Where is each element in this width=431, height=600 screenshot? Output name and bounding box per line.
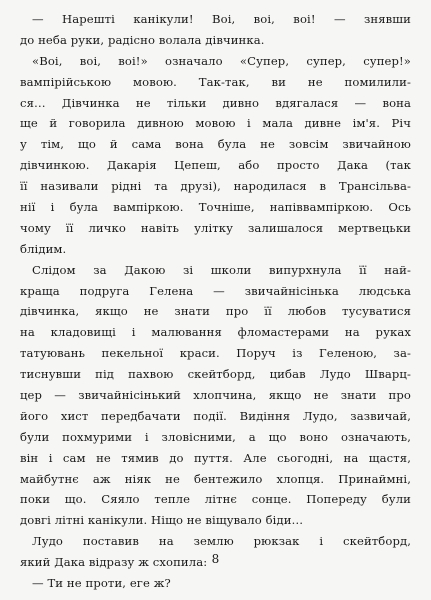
text-line: який Дака відразу ж схопила:	[20, 555, 208, 570]
text-line: до неба руки, радісно волала дівчинка.	[20, 32, 265, 47]
text-line: у тім, що й сама вона була не зовсім звичайною	[20, 137, 411, 152]
paragraph	[20, 260, 411, 532]
text-line: чому її личко навіть улітку залишалося мертвецьки	[20, 220, 411, 235]
text-line: довгі літні канікули. Ніщо не віщувало біди…	[20, 513, 304, 528]
text-line: майбутнє аж ніяк не бентежило хлопця. Принаймні,	[20, 471, 411, 486]
text-line: цер — звичайнісінький хлопчина, якщо не знати про	[20, 388, 411, 403]
text-line: татуювань пекельної краси. Поруч із Геленою, за-	[20, 346, 411, 361]
page-number: 8	[211, 552, 220, 566]
text-line: Слідом за Дакою зі школи випурхнула її най-	[32, 262, 411, 277]
paragraph	[20, 573, 411, 594]
text-line: він і сам не тямив до пуття. Але сьогодні, на щастя,	[20, 450, 411, 465]
text-line: вампірійською мовою. Так-так, ви не помилили-	[20, 74, 411, 89]
text-line: тиснувши під пахвою скейтборд, цибав Лудо Шварц-	[20, 367, 411, 382]
text-line: поки що. Сяяло тепле літнє сонце. Попереду були	[20, 492, 411, 507]
text-line: нії і була вампіркою. Точніше, напіввампіркою. Ось	[20, 200, 411, 215]
text-line: на кладовищі і малювання фломастерами на руках	[20, 325, 411, 340]
text-line: дівчинкою. Дакарія Цепеш, або просто Дака (так	[20, 158, 411, 173]
text-line: були похмурими і зловісними, а що воно означають,	[20, 429, 411, 444]
text-line: його хист передбачати події. Видіння Лудо, зазвичай,	[20, 408, 411, 423]
text-line: її називали рідні та друзі), народилася в Трансільва-	[20, 179, 411, 194]
text-line: — Нарешті канікули! Воі, воі, воі! — знявши	[32, 12, 411, 26]
page-text	[20, 9, 411, 594]
text-line: дівчинка, якщо не знати про її любов тусуватися	[20, 304, 411, 319]
text-line: ся… Дівчинка не тільки дивно вдягалася — вона	[20, 95, 411, 110]
paragraph	[20, 9, 411, 51]
text-line: — Ти не проти, еге ж?	[32, 576, 171, 591]
text-line: «Воі, воі, воі!» означало «Супер, супер, супер!»	[32, 53, 411, 68]
text-line: блідим.	[20, 241, 67, 256]
text-line: ще й говорила дивною мовою і мала дивне ім'я. Річ	[20, 116, 411, 131]
text-line: Лудо поставив на землю рюкзак і скейтборд,	[32, 534, 411, 549]
paragraph	[20, 51, 411, 260]
text-line: краща подруга Гелена — звичайнісінька людська	[20, 283, 411, 298]
